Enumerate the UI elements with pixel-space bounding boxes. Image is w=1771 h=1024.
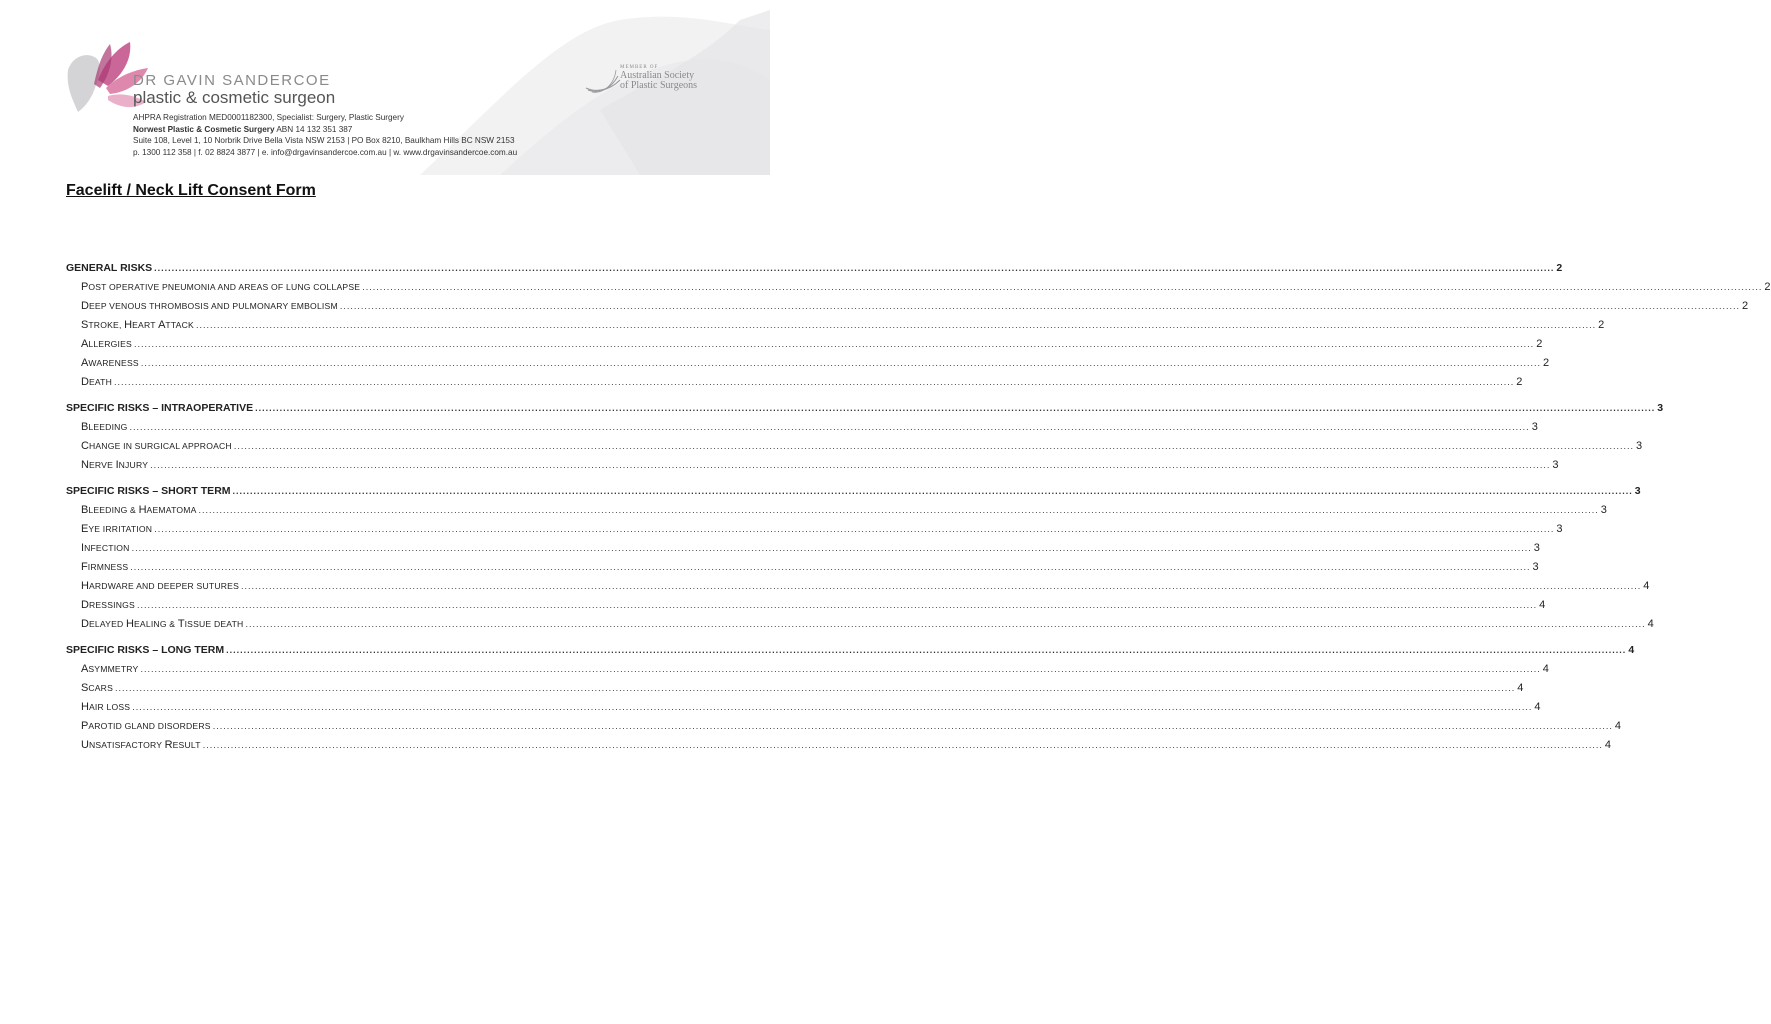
toc-leader-dots: ................................................................................................................................................................................................................................................................................................................................................................................................................: [154, 524, 1555, 534]
toc-item-text: HANGE IN SURGICAL APPROACH: [88, 441, 232, 451]
contact-details: [133, 112, 517, 158]
toc-page-number: 4: [1643, 580, 1650, 592]
toc-leader-dots: ................................................................................................................................................................................................................................................................................................................................................................................................................: [154, 263, 1555, 273]
toc-item-text: H: [126, 618, 134, 630]
toc-item-text: R: [164, 739, 173, 751]
toc-leader-dots: ................................................................................................................................................................................................................................................................................................................................................................................................................: [212, 721, 1613, 731]
toc-leader-dots: ................................................................................................................................................................................................................................................................................................................................................................................................................: [114, 377, 1515, 387]
toc-item-link[interactable]: [66, 618, 1654, 637]
toc-item-link[interactable]: [66, 338, 1543, 357]
toc-item-link[interactable]: [66, 357, 1550, 376]
toc-item-label: [81, 300, 338, 312]
toc-item-label: [81, 739, 201, 751]
toc-item-text: EATH: [88, 377, 113, 387]
toc-item-text: F: [81, 561, 88, 573]
toc-page-number: 4: [1647, 618, 1654, 630]
toc-item-label: [81, 376, 112, 388]
toc-leader-dots: ................................................................................................................................................................................................................................................................................................................................................................................................................: [131, 543, 1532, 553]
toc-page-number: 3: [1531, 421, 1538, 433]
brand-subtitle: plastic & cosmetic surgeon: [133, 88, 336, 107]
contact-address: Suite 108, Level 1, 10 Norbrik Drive Bella Vista NSW 2153 | PO Box 8210, Baulkham Hills BC NSW 2153: [133, 136, 515, 145]
toc-item-link[interactable]: [66, 701, 1541, 720]
toc-item-text: D: [81, 300, 89, 312]
toc-item-text: S: [81, 319, 89, 331]
toc-item-text: AROTID GLAND DISORDERS: [88, 721, 211, 731]
toc-item-text: ESULT: [172, 740, 201, 750]
toc-item-label: [81, 319, 194, 331]
toc-item-text: ELAYED: [88, 619, 127, 629]
toc-leader-dots: ................................................................................................................................................................................................................................................................................................................................................................................................................: [255, 403, 1656, 413]
toc-item-link[interactable]: [66, 663, 1549, 682]
toc-item-text: ISSUE DEATH: [184, 619, 244, 629]
toc-item-link[interactable]: [66, 523, 1563, 542]
toc-section: [66, 485, 1654, 637]
toc-item-text: A: [158, 319, 166, 331]
toc-item-label: [81, 523, 152, 535]
toc-item-label: [81, 542, 130, 554]
toc-item-text: EEP VENOUS THROMBOSIS AND PULMONARY EMBOLISM: [88, 301, 338, 311]
toc-item-text: NFECTION: [84, 543, 130, 553]
contact-practice: [133, 124, 517, 136]
toc-leader-dots: ................................................................................................................................................................................................................................................................................................................................................................................................................: [140, 664, 1541, 674]
toc-page-number: 3: [1600, 504, 1607, 516]
toc-page-number: 3: [1636, 440, 1643, 452]
toc-page-number: 4: [1534, 701, 1541, 713]
toc-item-text: NJURY: [118, 460, 149, 470]
toc-leader-dots: ................................................................................................................................................................................................................................................................................................................................................................................................................: [232, 486, 1633, 496]
toc-item-text: IRMNESS: [87, 562, 129, 572]
toc-item-label: [81, 618, 243, 630]
toc-heading-label: GENERAL RISKS: [66, 262, 153, 274]
toc-item-label: [81, 663, 139, 675]
toc-section: [66, 644, 1635, 758]
toc-heading-label: SPECIFIC RISKS – LONG TERM: [66, 644, 225, 656]
toc-item-link[interactable]: [66, 319, 1605, 338]
toc-page-number: 3: [1556, 523, 1563, 535]
toc-item-label: [81, 357, 139, 369]
toc-item-text: OST OPERATIVE PNEUMONIA AND AREAS OF LUNG COLLAPSE: [88, 282, 361, 292]
toc-item-text: RESSINGS: [88, 600, 135, 610]
toc-item-link[interactable]: [66, 739, 1612, 758]
toc-heading-label: SPECIFIC RISKS – SHORT TERM: [66, 485, 231, 497]
toc-page-number: 2: [1764, 281, 1771, 293]
toc-item-text: I: [81, 542, 85, 554]
toc-item-label: [81, 599, 135, 611]
toc-leader-dots: ................................................................................................................................................................................................................................................................................................................................................................................................................: [226, 645, 1627, 655]
toc-leader-dots: ................................................................................................................................................................................................................................................................................................................................................................................................................: [202, 740, 1603, 750]
toc-item-text: WARENESS: [88, 358, 139, 368]
toc-item-label: [81, 682, 113, 694]
toc-item-label: [81, 504, 197, 516]
toc-item-link[interactable]: [66, 720, 1622, 739]
toc-section: [66, 262, 1771, 395]
society-logo-text: [620, 64, 697, 91]
toc-item-text: NSATISFACTORY: [88, 740, 165, 750]
toc-page-number: 2: [1543, 357, 1550, 369]
toc-page-number: 4: [1614, 720, 1622, 732]
toc-page-number: 3: [1552, 459, 1559, 471]
toc-item-text: A: [81, 338, 89, 350]
document-title: Facelift / Neck Lift Consent Form: [66, 182, 316, 199]
toc-item-link[interactable]: [66, 440, 1643, 459]
toc-item-text: AIR LOSS: [88, 702, 131, 712]
toc-leader-dots: ................................................................................................................................................................................................................................................................................................................................................................................................................: [150, 460, 1551, 470]
toc-item-text: D: [81, 599, 89, 611]
toc-item-text: TTACK: [165, 320, 194, 330]
toc-leader-dots: ................................................................................................................................................................................................................................................................................................................................................................................................................: [362, 282, 1763, 292]
toc-page-number: 4: [1542, 663, 1549, 675]
toc-item-text: U: [81, 739, 89, 751]
toc-leader-dots: ................................................................................................................................................................................................................................................................................................................................................................................................................: [129, 422, 1530, 432]
toc-item-link[interactable]: [66, 300, 1749, 319]
toc-leader-dots: ................................................................................................................................................................................................................................................................................................................................................................................................................: [140, 358, 1542, 368]
toc-item-label: [81, 561, 128, 573]
contact-phone-email: p. 1300 112 358 | f. 02 8824 3877 | e. info@drgavinsandercoe.com.au | w. www.drgavinsandercoe.com.au: [133, 147, 518, 157]
toc-item-label: [81, 720, 211, 732]
toc-item-link[interactable]: [66, 281, 1771, 300]
society-name-line2: of Plastic Surgeons: [620, 80, 698, 91]
toc-page-number: 4: [1517, 682, 1524, 694]
toc-leader-dots: ................................................................................................................................................................................................................................................................................................................................................................................................................: [132, 702, 1533, 712]
toc-leader-dots: ................................................................................................................................................................................................................................................................................................................................................................................................................: [339, 301, 1741, 311]
toc-item-text: ARDWARE AND DEEPER SUTURES: [88, 581, 239, 591]
society-name-line1: Australian Society: [620, 70, 695, 81]
toc-section: [66, 402, 1664, 478]
toc-item-text: S: [81, 682, 89, 694]
toc-heading-link[interactable]: [66, 485, 1641, 504]
toc-page-number: 3: [1533, 542, 1540, 554]
toc-item-text: B: [81, 504, 89, 516]
toc-page-number: 3: [1657, 402, 1664, 414]
toc-item-text: CARS: [88, 683, 114, 693]
toc-leader-dots: ................................................................................................................................................................................................................................................................................................................................................................................................................: [241, 581, 1642, 591]
toc-item-text: B: [81, 421, 89, 433]
toc-item-text: H: [81, 701, 89, 713]
toc-page-number: 2: [1742, 300, 1749, 312]
toc-leader-dots: ................................................................................................................................................................................................................................................................................................................................................................................................................: [245, 619, 1646, 629]
toc-leader-dots: ................................................................................................................................................................................................................................................................................................................................................................................................................: [130, 562, 1531, 572]
toc-page-number: 2: [1598, 319, 1605, 331]
toc-item-link[interactable]: [66, 580, 1650, 599]
toc-item-label: [81, 421, 127, 433]
toc-item-label: [81, 338, 132, 350]
toc-leader-dots: ................................................................................................................................................................................................................................................................................................................................................................................................................: [195, 320, 1597, 330]
toc-page-number: 2: [1556, 262, 1563, 274]
toc-item-text: AEMATOMA: [146, 505, 197, 515]
toc-item-text: LLERGIES: [88, 339, 132, 349]
toc-item-link[interactable]: [66, 459, 1559, 478]
toc-page-number: 4: [1628, 644, 1635, 656]
toc-item-text: EART: [132, 320, 159, 330]
toc-leader-dots: ................................................................................................................................................................................................................................................................................................................................................................................................................: [136, 600, 1538, 610]
toc-item-text: T: [177, 618, 185, 630]
toc-item-link[interactable]: [66, 376, 1523, 395]
toc-item-text: YE IRRITATION: [88, 524, 153, 534]
toc-item-text: SYMMETRY: [88, 664, 139, 674]
toc-item-label: [81, 580, 239, 592]
toc-leader-dots: ................................................................................................................................................................................................................................................................................................................................................................................................................: [233, 441, 1635, 451]
toc-item-text: P: [81, 281, 89, 293]
society-member-of: MEMBER OF: [620, 65, 659, 70]
toc-item-label: [81, 701, 130, 713]
toc-item-label: [81, 281, 360, 293]
toc-page-number: 4: [1604, 739, 1612, 751]
toc-item-link[interactable]: [66, 599, 1546, 618]
table-of-contents: [66, 262, 1771, 765]
toc-item-label: [81, 459, 148, 471]
toc-item-text: H: [81, 580, 89, 592]
toc-page-number: 4: [1539, 599, 1546, 611]
toc-item-text: H: [124, 319, 133, 331]
toc-item-link[interactable]: [66, 504, 1607, 523]
toc-item-text: P: [81, 720, 89, 732]
toc-item-text: A: [81, 663, 89, 675]
toc-item-text: D: [81, 618, 89, 630]
toc-item-text: TROKE,: [88, 320, 125, 330]
toc-leader-dots: ................................................................................................................................................................................................................................................................................................................................................................................................................: [198, 505, 1599, 515]
toc-item-text: ERVE: [88, 460, 116, 470]
toc-page-number: 2: [1516, 376, 1523, 388]
toc-page-number: 2: [1536, 338, 1543, 350]
toc-item-text: H: [138, 504, 147, 516]
toc-item-link[interactable]: [66, 561, 1539, 580]
toc-item-link[interactable]: [66, 421, 1538, 440]
toc-heading-label: SPECIFIC RISKS – INTRAOPERATIVE: [66, 402, 254, 414]
practice-name: Norwest Plastic & Cosmetic Surgery: [133, 124, 275, 134]
toc-heading-link[interactable]: [66, 644, 1635, 663]
toc-leader-dots: ................................................................................................................................................................................................................................................................................................................................................................................................................: [133, 339, 1535, 349]
toc-item-label: [81, 440, 232, 452]
toc-item-link[interactable]: [66, 542, 1540, 561]
toc-leader-dots: ................................................................................................................................................................................................................................................................................................................................................................................................................: [115, 683, 1516, 693]
toc-item-text: A: [81, 357, 89, 369]
toc-item-text: C: [81, 440, 89, 452]
brand-name: DR GAVIN SANDERCOE: [133, 72, 331, 89]
toc-item-text: EALING &: [133, 619, 178, 629]
toc-page-number: 3: [1634, 485, 1641, 497]
contact-registration: AHPRA Registration MED0001182300, Specialist: Surgery, Plastic Surgery: [133, 113, 404, 122]
toc-item-text: D: [81, 376, 89, 388]
toc-item-text: LEEDING &: [88, 505, 139, 515]
toc-item-text: LEEDING: [88, 422, 128, 432]
society-swirl-icon: [584, 66, 624, 96]
toc-item-text: I: [115, 459, 119, 471]
practice-abn: ABN 14 132 351 387: [276, 124, 353, 134]
toc-item-text: N: [81, 459, 89, 471]
toc-heading-link[interactable]: [66, 262, 1563, 281]
toc-item-link[interactable]: [66, 682, 1524, 701]
toc-page-number: 3: [1532, 561, 1539, 573]
toc-heading-link[interactable]: [66, 402, 1664, 421]
toc-item-text: E: [81, 523, 89, 535]
